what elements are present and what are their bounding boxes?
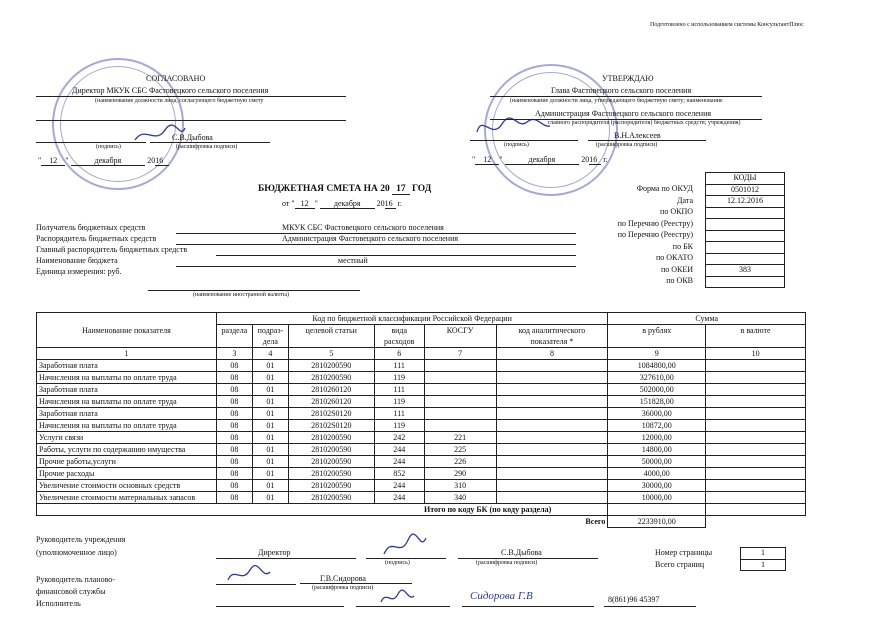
cell-vr: 111 bbox=[374, 408, 424, 420]
agreed-date: " 12 " декабря 2016 bbox=[38, 156, 169, 165]
col-number: 4 bbox=[252, 348, 288, 360]
codes-value bbox=[706, 230, 785, 242]
codes-label: по ОКПО bbox=[660, 207, 693, 216]
cell-r: 08 bbox=[216, 372, 252, 384]
col-sum-header: Сумма bbox=[608, 313, 806, 325]
cell-k bbox=[424, 384, 496, 396]
head-line2: (уполномоченное лицо) bbox=[36, 548, 117, 557]
header-note: Подготовлено с использованием системы КонсультантПлюс bbox=[650, 22, 804, 28]
title-prefix: БЮДЖЕТНАЯ СМЕТА НА 20 bbox=[258, 184, 390, 194]
cell-empty bbox=[706, 492, 806, 504]
cell-p: 01 bbox=[252, 432, 288, 444]
cell-empty bbox=[496, 384, 608, 396]
cell-vr: 242 bbox=[374, 432, 424, 444]
col-code-header: Код по бюджетной классификации Российской Федерации bbox=[216, 313, 607, 325]
cell-p: 01 bbox=[252, 360, 288, 372]
total-bk-value bbox=[608, 504, 706, 516]
cell-vr: 244 bbox=[374, 480, 424, 492]
cell-cs: 2810200590 bbox=[288, 432, 374, 444]
cell-empty bbox=[706, 408, 806, 420]
codes-value bbox=[706, 219, 785, 231]
cell-r: 08 bbox=[216, 420, 252, 432]
codes-value bbox=[706, 276, 785, 288]
cell-name: Заработная плата bbox=[37, 408, 217, 420]
agreed-name: С.В.Дыбова bbox=[172, 133, 213, 142]
col-number: 3 bbox=[216, 348, 252, 360]
agreed-signature-caption: (подпись) bbox=[96, 144, 121, 150]
agreed-day: 12 bbox=[41, 156, 65, 166]
col-number: 1 bbox=[37, 348, 217, 360]
cell-sum: 1084800,00 bbox=[608, 360, 706, 372]
info-value: Администрация Фастовецкого сельского поселения bbox=[282, 234, 459, 243]
executor-phone: 8(861)96 45397 bbox=[608, 595, 660, 604]
cell-cs: 28102S0120 bbox=[288, 408, 374, 420]
codes-label: Форма по ОКУД bbox=[636, 184, 693, 193]
cell-sum: 327610,00 bbox=[608, 372, 706, 384]
table-row bbox=[37, 444, 806, 456]
agreed-year: 16 bbox=[155, 156, 169, 166]
col-number: 6 bbox=[374, 348, 424, 360]
col-number: 8 bbox=[496, 348, 608, 360]
title-suffix: ГОД bbox=[412, 184, 432, 194]
table-row bbox=[37, 468, 806, 480]
sub-header: раздела bbox=[216, 325, 252, 348]
total-label: Всего bbox=[37, 516, 608, 528]
info-label: Получатель бюджетных средств bbox=[36, 223, 146, 232]
signature-executor-icon bbox=[378, 588, 418, 608]
cell-empty bbox=[496, 420, 608, 432]
total-bk-currency bbox=[706, 504, 806, 516]
codes-value: 0501012 bbox=[706, 184, 785, 196]
cell-empty bbox=[706, 360, 806, 372]
sub-header: вида расходов bbox=[374, 325, 424, 348]
cell-p: 01 bbox=[252, 480, 288, 492]
approve-date: " 12 " декабря 2016 г. bbox=[472, 155, 608, 164]
cell-r: 08 bbox=[216, 480, 252, 492]
codes-header: КОДЫ bbox=[706, 173, 785, 185]
cell-r: 08 bbox=[216, 408, 252, 420]
cell-cs: 2810260120 bbox=[288, 384, 374, 396]
cell-empty bbox=[706, 480, 806, 492]
cell-k bbox=[424, 372, 496, 384]
cell-p: 01 bbox=[252, 396, 288, 408]
table-row bbox=[37, 384, 806, 396]
sub-header: в валюте bbox=[706, 325, 806, 348]
cell-sum: 50000,00 bbox=[608, 456, 706, 468]
agreed-position-caption: (наименование должности лица, согласующего бюджетную смету bbox=[95, 98, 264, 104]
total-currency bbox=[706, 516, 806, 528]
table-row bbox=[37, 420, 806, 432]
approve-org: Администрация Фастовецкого сельского поселения bbox=[535, 109, 712, 118]
cell-name: Работы, услуги по содержанию имущества bbox=[37, 444, 217, 456]
cell-empty bbox=[496, 444, 608, 456]
cell-sum: 36000,00 bbox=[608, 408, 706, 420]
codes-label: Дата bbox=[677, 195, 693, 205]
cell-r: 08 bbox=[216, 384, 252, 396]
cell-sum: 4000,00 bbox=[608, 468, 706, 480]
doc-date: от " 12 " декабря 2016 г. bbox=[282, 199, 402, 208]
doc-year: 16 bbox=[385, 199, 396, 209]
cell-vr: 244 bbox=[374, 492, 424, 504]
table-row bbox=[37, 480, 806, 492]
approve-name-caption: (расшифровка подписи) bbox=[596, 142, 658, 148]
table-row bbox=[37, 396, 806, 408]
cell-name: Начисления на выплаты по оплате труда bbox=[37, 396, 217, 408]
approve-position-caption: (наименование должности лица, утверждающего бюджетную смету; наименование bbox=[510, 98, 723, 104]
approve-org-caption: главного распорядителя (распорядителя) бюджетных средств; учреждения) bbox=[548, 120, 741, 126]
cell-empty bbox=[706, 384, 806, 396]
cell-k bbox=[424, 420, 496, 432]
cell-vr: 119 bbox=[374, 396, 424, 408]
cell-k: 340 bbox=[424, 492, 496, 504]
approve-month: декабря bbox=[505, 155, 580, 165]
table-row bbox=[37, 408, 806, 420]
codes-label: по ОКАТО bbox=[655, 253, 693, 262]
head-name-caption: (расшифровка подписи) bbox=[476, 560, 538, 566]
codes-value bbox=[706, 242, 785, 254]
fin-name: Г.В.Сидорова bbox=[320, 574, 366, 583]
total-bk-label: Итого по коду БК (по коду раздела) bbox=[37, 504, 608, 516]
cell-p: 01 bbox=[252, 372, 288, 384]
cell-vr: 119 bbox=[374, 372, 424, 384]
budget-table bbox=[36, 312, 806, 528]
cell-empty bbox=[496, 468, 608, 480]
cell-r: 08 bbox=[216, 456, 252, 468]
info-value: местный bbox=[338, 256, 368, 265]
cell-empty bbox=[706, 456, 806, 468]
page-number-label: Номер страницы bbox=[655, 548, 713, 557]
cell-cs: 2810200590 bbox=[288, 444, 374, 456]
col-number: 5 bbox=[288, 348, 374, 360]
col-number: 10 bbox=[706, 348, 806, 360]
doc-day: 12 bbox=[295, 199, 315, 209]
col-number: 9 bbox=[608, 348, 706, 360]
head-name: С.В.Дыбова bbox=[501, 548, 542, 557]
codes-label: по Перечню (Реестру) bbox=[617, 218, 693, 228]
cell-r: 08 bbox=[216, 492, 252, 504]
cell-p: 01 bbox=[252, 492, 288, 504]
doc-year-suffix: г. bbox=[397, 199, 402, 208]
col-name-header: Наименование показателя bbox=[37, 313, 217, 348]
cell-cs: 2810200590 bbox=[288, 468, 374, 480]
total-value: 2233910,00 bbox=[608, 516, 706, 528]
cell-vr: 111 bbox=[374, 384, 424, 396]
table-row bbox=[37, 360, 806, 372]
cell-empty bbox=[706, 372, 806, 384]
cell-cs: 2810200590 bbox=[288, 456, 374, 468]
fin-name-caption: (расшифровка подписи) bbox=[312, 585, 374, 591]
cell-cs: 2810260120 bbox=[288, 396, 374, 408]
cell-vr: 852 bbox=[374, 468, 424, 480]
cell-cs: 2810200590 bbox=[288, 480, 374, 492]
codes-label: по ОКВ bbox=[666, 276, 693, 285]
cell-r: 08 bbox=[216, 396, 252, 408]
cell-k: 310 bbox=[424, 480, 496, 492]
cell-name: Увеличение стоимости материальных запасов bbox=[37, 492, 217, 504]
table-row bbox=[37, 456, 806, 468]
cell-empty bbox=[496, 372, 608, 384]
cell-vr: 119 bbox=[374, 420, 424, 432]
cell-k bbox=[424, 396, 496, 408]
cell-name: Прочие работы,услуги bbox=[37, 456, 217, 468]
cell-k: 290 bbox=[424, 468, 496, 480]
cell-p: 01 bbox=[252, 444, 288, 456]
codes-label: по ОКЕИ bbox=[660, 264, 693, 274]
cell-vr: 244 bbox=[374, 456, 424, 468]
pages-total: 1 bbox=[741, 559, 786, 571]
cell-cs: 2810200590 bbox=[288, 372, 374, 384]
executor-name: Сидорова Г.В bbox=[470, 590, 533, 602]
head-position: Директор bbox=[258, 548, 291, 557]
cell-empty bbox=[706, 432, 806, 444]
cell-empty bbox=[706, 444, 806, 456]
doc-from: от " bbox=[282, 199, 295, 208]
approve-name: В.Н.Алексеев bbox=[614, 131, 661, 140]
info-value: МКУК СБС Фастовецкого сельского поселения bbox=[282, 223, 444, 232]
cell-empty bbox=[706, 396, 806, 408]
cell-sum: 30000,00 bbox=[608, 480, 706, 492]
head-signature-caption: (подпись) bbox=[385, 560, 410, 566]
cell-name: Услуги связи bbox=[37, 432, 217, 444]
sub-header: код аналитического показателя * bbox=[496, 325, 608, 348]
page-number: 1 bbox=[741, 548, 786, 560]
doc-year-prefix: 20 bbox=[376, 199, 385, 208]
agreed-month: декабря bbox=[71, 156, 146, 166]
cell-p: 01 bbox=[252, 468, 288, 480]
cell-p: 01 bbox=[252, 384, 288, 396]
cell-empty bbox=[496, 480, 608, 492]
cell-k bbox=[424, 408, 496, 420]
table-row bbox=[37, 432, 806, 444]
cell-p: 01 bbox=[252, 456, 288, 468]
signature-head-icon bbox=[380, 532, 430, 560]
cell-empty bbox=[496, 432, 608, 444]
cell-empty bbox=[496, 360, 608, 372]
cell-sum: 14800,00 bbox=[608, 444, 706, 456]
cell-name: Начисления на выплаты по оплате труда bbox=[37, 372, 217, 384]
cell-p: 01 bbox=[252, 408, 288, 420]
fin-line1: Руководитель планово- bbox=[36, 575, 115, 584]
approve-year: 16 bbox=[589, 155, 601, 165]
cell-name: Начисления на выплаты по оплате труда bbox=[37, 420, 217, 432]
executor-label: Исполнитель bbox=[36, 599, 81, 608]
codes-table bbox=[705, 172, 785, 288]
sub-header: КОСГУ bbox=[424, 325, 496, 348]
cell-empty bbox=[706, 468, 806, 480]
codes-value: 12.12.2016 bbox=[706, 196, 785, 208]
cell-r: 08 bbox=[216, 432, 252, 444]
codes-value bbox=[706, 253, 785, 265]
cell-empty bbox=[496, 492, 608, 504]
cell-sum: 502000,00 bbox=[608, 384, 706, 396]
sub-header: целевой статьи bbox=[288, 325, 374, 348]
cell-name: Увеличение стоимости основных средств bbox=[37, 480, 217, 492]
page-title bbox=[258, 184, 431, 194]
col-number: 7 bbox=[424, 348, 496, 360]
codes-label: по Перечню (Реестру) bbox=[617, 230, 693, 239]
cell-k: 226 bbox=[424, 456, 496, 468]
sub-header: в рублях bbox=[608, 325, 706, 348]
info-label: Распорядитель бюджетных средств bbox=[36, 234, 157, 243]
cell-cs: 2810200590 bbox=[288, 360, 374, 372]
agreed-name-caption: (расшифровка подписи) bbox=[176, 144, 238, 150]
codes-value bbox=[706, 207, 785, 219]
title-year: 17 bbox=[392, 184, 410, 195]
cell-p: 01 bbox=[252, 420, 288, 432]
pages-table bbox=[740, 547, 786, 571]
info-label: Главный распорядитель бюджетных средств bbox=[36, 245, 188, 254]
approve-day: 12 bbox=[475, 155, 499, 165]
approve-title: УТВЕРЖДАЮ bbox=[602, 74, 654, 83]
cell-empty bbox=[496, 396, 608, 408]
cell-cs: 2810200590 bbox=[288, 492, 374, 504]
cell-sum: 10000,00 bbox=[608, 492, 706, 504]
cell-r: 08 bbox=[216, 468, 252, 480]
agreed-position: Директор МКУК СБС Фастовецкого сельского поселения bbox=[72, 86, 269, 95]
approve-position: Глава Фастовецкого сельского поселения bbox=[551, 86, 692, 95]
cell-sum: 151828,00 bbox=[608, 396, 706, 408]
cell-sum: 12000,00 bbox=[608, 432, 706, 444]
cell-vr: 244 bbox=[374, 444, 424, 456]
cell-k: 225 bbox=[424, 444, 496, 456]
doc-month: декабря bbox=[320, 199, 375, 209]
info-label: Наименование бюджета bbox=[36, 256, 118, 265]
fin-line2: финансовой службы bbox=[36, 587, 106, 596]
table-row bbox=[37, 492, 806, 504]
cell-vr: 111 bbox=[374, 360, 424, 372]
approve-signature-caption: (подпись) bbox=[504, 142, 529, 148]
codes-value: 383 bbox=[706, 265, 785, 277]
cell-cs: 28102S0120 bbox=[288, 420, 374, 432]
approve-year-suffix: г. bbox=[603, 155, 608, 164]
info-label: Единица измерения: руб. bbox=[36, 267, 122, 276]
cell-empty bbox=[496, 456, 608, 468]
cell-empty bbox=[706, 420, 806, 432]
table-row bbox=[37, 372, 806, 384]
codes-label: по БК bbox=[672, 241, 693, 251]
pages-total-label: Всего страниц bbox=[655, 560, 705, 569]
cell-empty bbox=[496, 408, 608, 420]
cell-k: 221 bbox=[424, 432, 496, 444]
cell-name: Заработная плата bbox=[37, 360, 217, 372]
sub-header: подраз- дела bbox=[252, 325, 288, 348]
cell-r: 08 bbox=[216, 360, 252, 372]
cell-sum: 10872,00 bbox=[608, 420, 706, 432]
currency-caption: (наименование иностранной валюты) bbox=[193, 292, 289, 298]
cell-k bbox=[424, 360, 496, 372]
cell-name: Прочие расходы bbox=[37, 468, 217, 480]
head-line1: Руководитель учреждения bbox=[36, 535, 126, 544]
cell-r: 08 bbox=[216, 444, 252, 456]
agreed-title: СОГЛАСОВАНО bbox=[146, 74, 206, 83]
cell-name: Заработная плата bbox=[37, 384, 217, 396]
